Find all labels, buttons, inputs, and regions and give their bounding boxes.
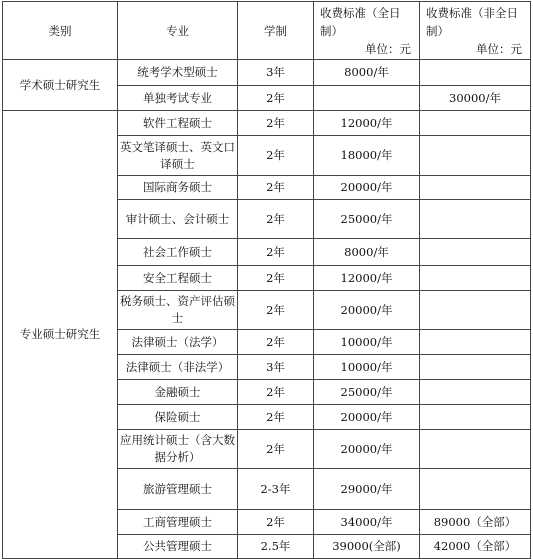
major-cell: 社会工作硕士 <box>118 239 238 266</box>
major-cell: 旅游管理硕士 <box>118 469 238 510</box>
header-fee-part-time <box>420 2 531 60</box>
duration-cell: 2年 <box>238 136 314 176</box>
fee-part-time-unit: 单位：元 <box>476 41 522 56</box>
major-cell: 单独考试专业 <box>118 86 238 111</box>
fee-part-cell <box>420 291 531 330</box>
fee-part-cell <box>420 136 531 176</box>
fee-part-cell <box>420 176 531 200</box>
fee-part-cell <box>420 266 531 291</box>
fee-full-time-unit: 单位：元 <box>365 41 411 56</box>
fee-full-cell <box>314 86 420 111</box>
fee-part-cell <box>420 469 531 510</box>
header-row <box>3 2 531 60</box>
major-cell: 统考学术型硕士 <box>118 60 238 86</box>
duration-cell: 2年 <box>238 239 314 266</box>
header-category: 类别 <box>3 2 118 60</box>
duration-cell: 2年 <box>238 510 314 535</box>
fee-part-cell <box>420 380 531 405</box>
fee-full-time-title: 收费标准（全日制） <box>320 5 401 38</box>
fee-part-cell <box>420 430 531 469</box>
duration-cell: 2年 <box>238 330 314 355</box>
duration-cell: 2年 <box>238 380 314 405</box>
duration-cell: 2年 <box>238 291 314 330</box>
fee-full-cell: 20000/年 <box>314 176 420 200</box>
major-cell: 国际商务硕士 <box>118 176 238 200</box>
fee-part-cell <box>420 200 531 239</box>
fee-full-cell: 8000/年 <box>314 239 420 266</box>
duration-cell: 2-3年 <box>238 469 314 510</box>
fee-full-cell: 34000/年 <box>314 510 420 535</box>
fee-full-cell: 12000/年 <box>314 111 420 136</box>
fee-part-cell <box>420 111 531 136</box>
major-cell: 法律硕士（非法学） <box>118 355 238 380</box>
header-fee-full-time <box>314 2 420 60</box>
major-cell: 审计硕士、会计硕士 <box>118 200 238 239</box>
fee-part-cell <box>420 330 531 355</box>
duration-cell: 2年 <box>238 405 314 430</box>
fee-part-cell: 89000（全部） <box>420 510 531 535</box>
major-cell: 法律硕士（法学） <box>118 330 238 355</box>
fee-full-cell: 20000/年 <box>314 291 420 330</box>
fee-full-cell: 12000/年 <box>314 266 420 291</box>
fee-part-cell <box>420 60 531 86</box>
duration-cell: 3年 <box>238 355 314 380</box>
fee-full-cell: 18000/年 <box>314 136 420 176</box>
major-cell: 英文笔译硕士、英文口译硕士 <box>118 136 238 176</box>
duration-cell: 2年 <box>238 176 314 200</box>
fee-full-cell: 39000(全部) <box>314 535 420 559</box>
fee-part-cell: 42000（全部） <box>420 535 531 559</box>
fee-part-time-title: 收费标准（非全日制） <box>426 5 518 38</box>
fee-full-cell: 25000/年 <box>314 200 420 239</box>
major-cell: 公共管理硕士 <box>118 535 238 559</box>
table-row <box>3 60 531 86</box>
duration-cell: 2年 <box>238 430 314 469</box>
table-row <box>3 111 531 136</box>
major-cell: 金融硕士 <box>118 380 238 405</box>
duration-cell: 2年 <box>238 86 314 111</box>
duration-cell: 2.5年 <box>238 535 314 559</box>
tuition-fee-table <box>2 1 531 559</box>
fee-part-cell: 30000/年 <box>420 86 531 111</box>
header-duration: 学制 <box>238 2 314 60</box>
major-cell: 应用统计硕士（含大数据分析） <box>118 430 238 469</box>
category-cell: 专业硕士研究生 <box>3 111 118 559</box>
major-cell: 安全工程硕士 <box>118 266 238 291</box>
fee-full-cell: 20000/年 <box>314 430 420 469</box>
duration-cell: 3年 <box>238 60 314 86</box>
fee-part-cell <box>420 239 531 266</box>
category-cell: 学术硕士研究生 <box>3 60 118 111</box>
major-cell: 税务硕士、资产评估硕士 <box>118 291 238 330</box>
fee-part-cell <box>420 405 531 430</box>
major-cell: 工商管理硕士 <box>118 510 238 535</box>
header-major: 专业 <box>118 2 238 60</box>
duration-cell: 2年 <box>238 200 314 239</box>
major-cell: 软件工程硕士 <box>118 111 238 136</box>
duration-cell: 2年 <box>238 111 314 136</box>
fee-full-cell: 10000/年 <box>314 330 420 355</box>
duration-cell: 2年 <box>238 266 314 291</box>
fee-part-cell <box>420 355 531 380</box>
fee-full-cell: 10000/年 <box>314 355 420 380</box>
fee-full-cell: 8000/年 <box>314 60 420 86</box>
fee-full-cell: 20000/年 <box>314 405 420 430</box>
fee-full-cell: 25000/年 <box>314 380 420 405</box>
fee-full-cell: 29000/年 <box>314 469 420 510</box>
major-cell: 保险硕士 <box>118 405 238 430</box>
